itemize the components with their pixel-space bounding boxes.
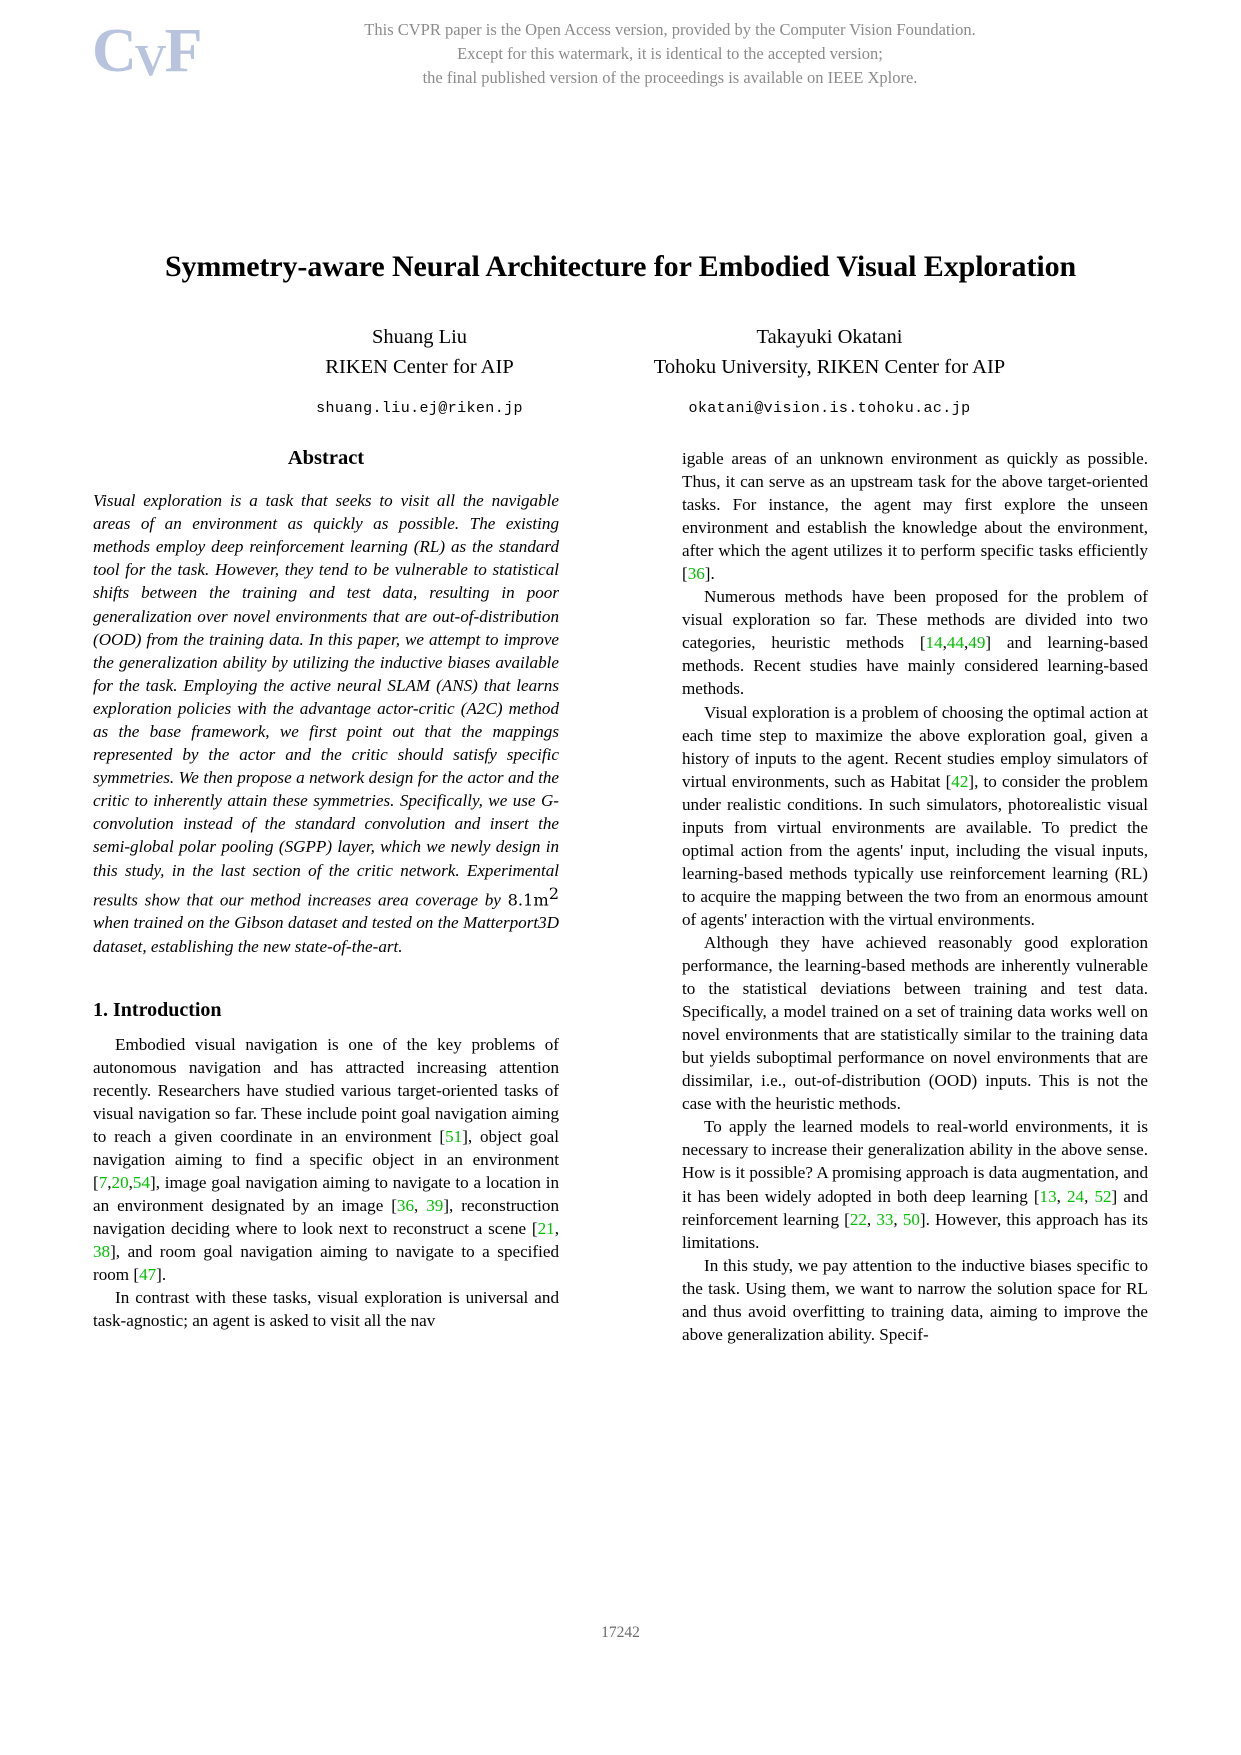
citation-link[interactable]: 33 bbox=[876, 1209, 894, 1229]
author-list bbox=[0, 322, 1241, 424]
citation-link[interactable]: 49 bbox=[968, 633, 986, 653]
paragraph-text: ], image goal navigation aiming to navigate to a location in an environment designated by an image [ bbox=[93, 1172, 559, 1215]
introduction-paragraph bbox=[682, 701, 1148, 931]
citation-link[interactable]: 54 bbox=[132, 1172, 150, 1192]
citation-link[interactable]: 36 bbox=[396, 1195, 414, 1215]
abstract-part-2: when trained on the Gibson dataset and tested on the Matterport3D dataset, establishing the new state-of-the-art. bbox=[93, 913, 559, 956]
author-affiliation: RIKEN Center for AIP bbox=[325, 356, 514, 378]
citation-link[interactable]: 42 bbox=[951, 771, 969, 791]
paragraph-text: ] and learning-based methods. Recent studies have mainly considered learning-based methods. bbox=[682, 633, 1148, 699]
paragraph-text: ]. However, this approach has its limitations. bbox=[682, 1209, 1149, 1252]
paragraph-text: , bbox=[963, 633, 969, 653]
paragraph-text: , bbox=[554, 1218, 559, 1238]
paragraph-text: Embodied visual navigation is one of the key problems of autonomous navigation and has attracted increasing attention recently. Researchers have studied various target-oriented tasks of visual navigation so far. These include point goal navigation aiming to reach a given coordinate in an environment [ bbox=[93, 1034, 559, 1146]
author-email[interactable]: shuang.liu.ej@riken.jp bbox=[316, 400, 523, 417]
section-spacer bbox=[93, 958, 559, 997]
author-affiliation: Tohoku University, RIKEN Center for AIP bbox=[653, 356, 1006, 378]
citation-link[interactable]: 47 bbox=[139, 1265, 157, 1285]
introduction-paragraph bbox=[682, 1254, 1148, 1346]
citation-link[interactable]: 52 bbox=[1094, 1186, 1112, 1206]
citation-link[interactable]: 36 bbox=[687, 564, 705, 584]
cvf-watermark-banner bbox=[0, 10, 1241, 100]
paragraph-text: , bbox=[1056, 1186, 1067, 1206]
left-column bbox=[93, 447, 559, 1617]
author-email[interactable]: okatani@vision.is.tohoku.ac.jp bbox=[688, 400, 971, 417]
paragraph-text: Numerous methods have been proposed for the problem of visual exploration so far. These methods are divided into two categories, heuristic methods [ bbox=[682, 587, 1148, 653]
citation-link[interactable]: 51 bbox=[445, 1126, 463, 1146]
watermark-line-1: This CVPR paper is the Open Access version, provided by the Computer Vision Foundation. bbox=[364, 20, 976, 39]
paragraph-text: ] and reinforcement learning [ bbox=[682, 1186, 1148, 1229]
citation-link[interactable]: 50 bbox=[902, 1209, 920, 1229]
right-column bbox=[682, 447, 1148, 1617]
citation-link[interactable]: 13 bbox=[1039, 1186, 1057, 1206]
paragraph-text: ], object goal navigation aiming to find a specific object in an environment [ bbox=[93, 1126, 559, 1192]
paragraph-text: , bbox=[414, 1195, 427, 1215]
paper-body bbox=[93, 447, 1148, 1617]
paragraph-text: , bbox=[128, 1172, 133, 1192]
page-number: 17242 bbox=[601, 1624, 640, 1641]
citation-link[interactable]: 44 bbox=[946, 633, 964, 653]
author-entry bbox=[615, 322, 1045, 424]
abstract-measurement: 8.1m bbox=[507, 890, 549, 910]
paragraph-text: , bbox=[893, 1209, 903, 1229]
watermark-line-3: the final published version of the proceedings is available on IEEE Xplore. bbox=[422, 68, 918, 87]
abstract-measurement-exponent: 2 bbox=[548, 883, 559, 903]
paragraph-text: In this study, we pay attention to the inductive biases specific to the task. Using them, we want to narrow the solution space for RL and thus avoid overfitting to training data, aiming to improve the above generalization ability. Specif- bbox=[682, 1255, 1148, 1344]
citation-link[interactable]: 38 bbox=[93, 1242, 111, 1262]
citation-link[interactable]: 22 bbox=[849, 1209, 867, 1229]
abstract-heading: Abstract bbox=[287, 447, 365, 469]
author-name: Takayuki Okatani bbox=[756, 326, 903, 348]
paragraph-text: , bbox=[107, 1172, 112, 1192]
introduction-paragraph bbox=[682, 931, 1148, 1115]
abstract-text bbox=[93, 489, 559, 958]
citation-link[interactable]: 39 bbox=[426, 1195, 444, 1215]
watermark-line-2: Except for this watermark, it is identical to the accepted version; bbox=[457, 44, 883, 63]
author-name: Shuang Liu bbox=[371, 326, 468, 348]
introduction-right-paragraphs bbox=[682, 447, 1148, 1346]
paper-title: Symmetry-aware Neural Architecture for Embodied Visual Exploration bbox=[164, 250, 1077, 283]
paragraph-text: To apply the learned models to real-world environments, it is necessary to increase their generalization ability in the above sense. How is it possible? A promising approach is data augmentation, and it has been widely adopted in both deep learning [ bbox=[682, 1117, 1148, 1206]
introduction-heading: 1. Introduction bbox=[93, 998, 222, 1021]
introduction-paragraph bbox=[93, 1286, 559, 1332]
citation-link[interactable]: 14 bbox=[925, 633, 943, 653]
paragraph-text: ], to consider the problem under realistic conditions. In such simulators, photorealistic visual inputs from virtual environments are available. To predict the optimal action from the agents' input, including the visual inputs, learning-based methods typically use reinforcement learning (RL) to acquire the mapping between the two from an enormous amount of agents' interaction with the virtual environments. bbox=[682, 771, 1148, 929]
cvf-logo-icon: CVF bbox=[92, 17, 201, 85]
paragraph-text: , bbox=[942, 633, 947, 653]
abstract-part-1: Visual exploration is a task that seeks to visit all the navigable areas of an environment as quickly as possible. The existing methods employ deep reinforcement learning (RL) as the standard tool for the task. However, they tend to be vulnerable to statistical shifts between the training and test data, resulting in poor generalization over novel environments that are out-of-distribution (OOD) from the training data. In this paper, we attempt to improve the generalization ability by utilizing the inductive biases available for the task. Employing the active neural SLAM (ANS) that learns exploration policies with the advantage actor-critic (A2C) method as the base framework, we first point out that the mappings represented by the actor and the critic should satisfy specific symmetries. We then propose a network design for the actor and the critic to inherently attain these symmetries. Specifically, we use G-convolution instead of the standard convolution and insert the semi-global polar pooling (SGPP) layer, which we newly design in this study, in the last section of the critic network. Experimental results show that our method increases area coverage by bbox=[93, 491, 559, 910]
paragraph-text: In contrast with these tasks, visual exploration is universal and task-agnostic; an agent is asked to visit all the nav bbox=[93, 1288, 559, 1331]
paragraph-text: igable areas of an unknown environment as quickly as possible. Thus, it can serve as an upstream task for the above target-oriented tasks. For instance, the agent may first explore the unseen environment and establish the knowledge about the environment, after which the agent utilizes it to perform specific tasks efficiently [ bbox=[682, 449, 1148, 584]
paragraph-text: ], and room goal navigation aiming to navigate to a specified room [ bbox=[93, 1242, 559, 1285]
author-entry bbox=[255, 322, 585, 424]
paragraph-text: ], reconstruction navigation deciding where to look next to reconstruct a scene [ bbox=[93, 1195, 559, 1238]
citation-link[interactable]: 21 bbox=[537, 1218, 555, 1238]
introduction-paragraph bbox=[93, 1033, 559, 1287]
introduction-left-paragraphs bbox=[93, 1033, 559, 1333]
paragraph-text: ]. bbox=[156, 1265, 167, 1285]
paragraph-text: , bbox=[866, 1209, 877, 1229]
watermark-notice bbox=[240, 18, 1100, 90]
introduction-paragraph bbox=[682, 1115, 1148, 1253]
paragraph-text: Visual exploration is a problem of choosing the optimal action at each time step to maximize the above exploration goal, given a history of inputs to the agent. Recent studies employ simulators of virtual environments, such as Habitat [ bbox=[682, 702, 1148, 791]
paragraph-text: Although they have achieved reasonably good exploration performance, the learning-based methods are inherently vulnerable to the statistical deviations between training and test data. Specifically, a model trained on a set of training data works well on novel environments that are statistically similar to the training data but yields suboptimal performance on novel environments that are dissimilar, i.e., out-of-distribution (OOD) inputs. This is not the case with the heuristic methods. bbox=[682, 932, 1148, 1114]
citation-link[interactable]: 20 bbox=[111, 1172, 129, 1192]
citation-link[interactable]: 7 bbox=[98, 1172, 108, 1192]
introduction-paragraph bbox=[682, 585, 1148, 700]
introduction-paragraph bbox=[682, 447, 1148, 585]
citation-link[interactable]: 24 bbox=[1067, 1186, 1085, 1206]
paragraph-text: ]. bbox=[704, 564, 715, 584]
paragraph-text: , bbox=[1084, 1186, 1095, 1206]
